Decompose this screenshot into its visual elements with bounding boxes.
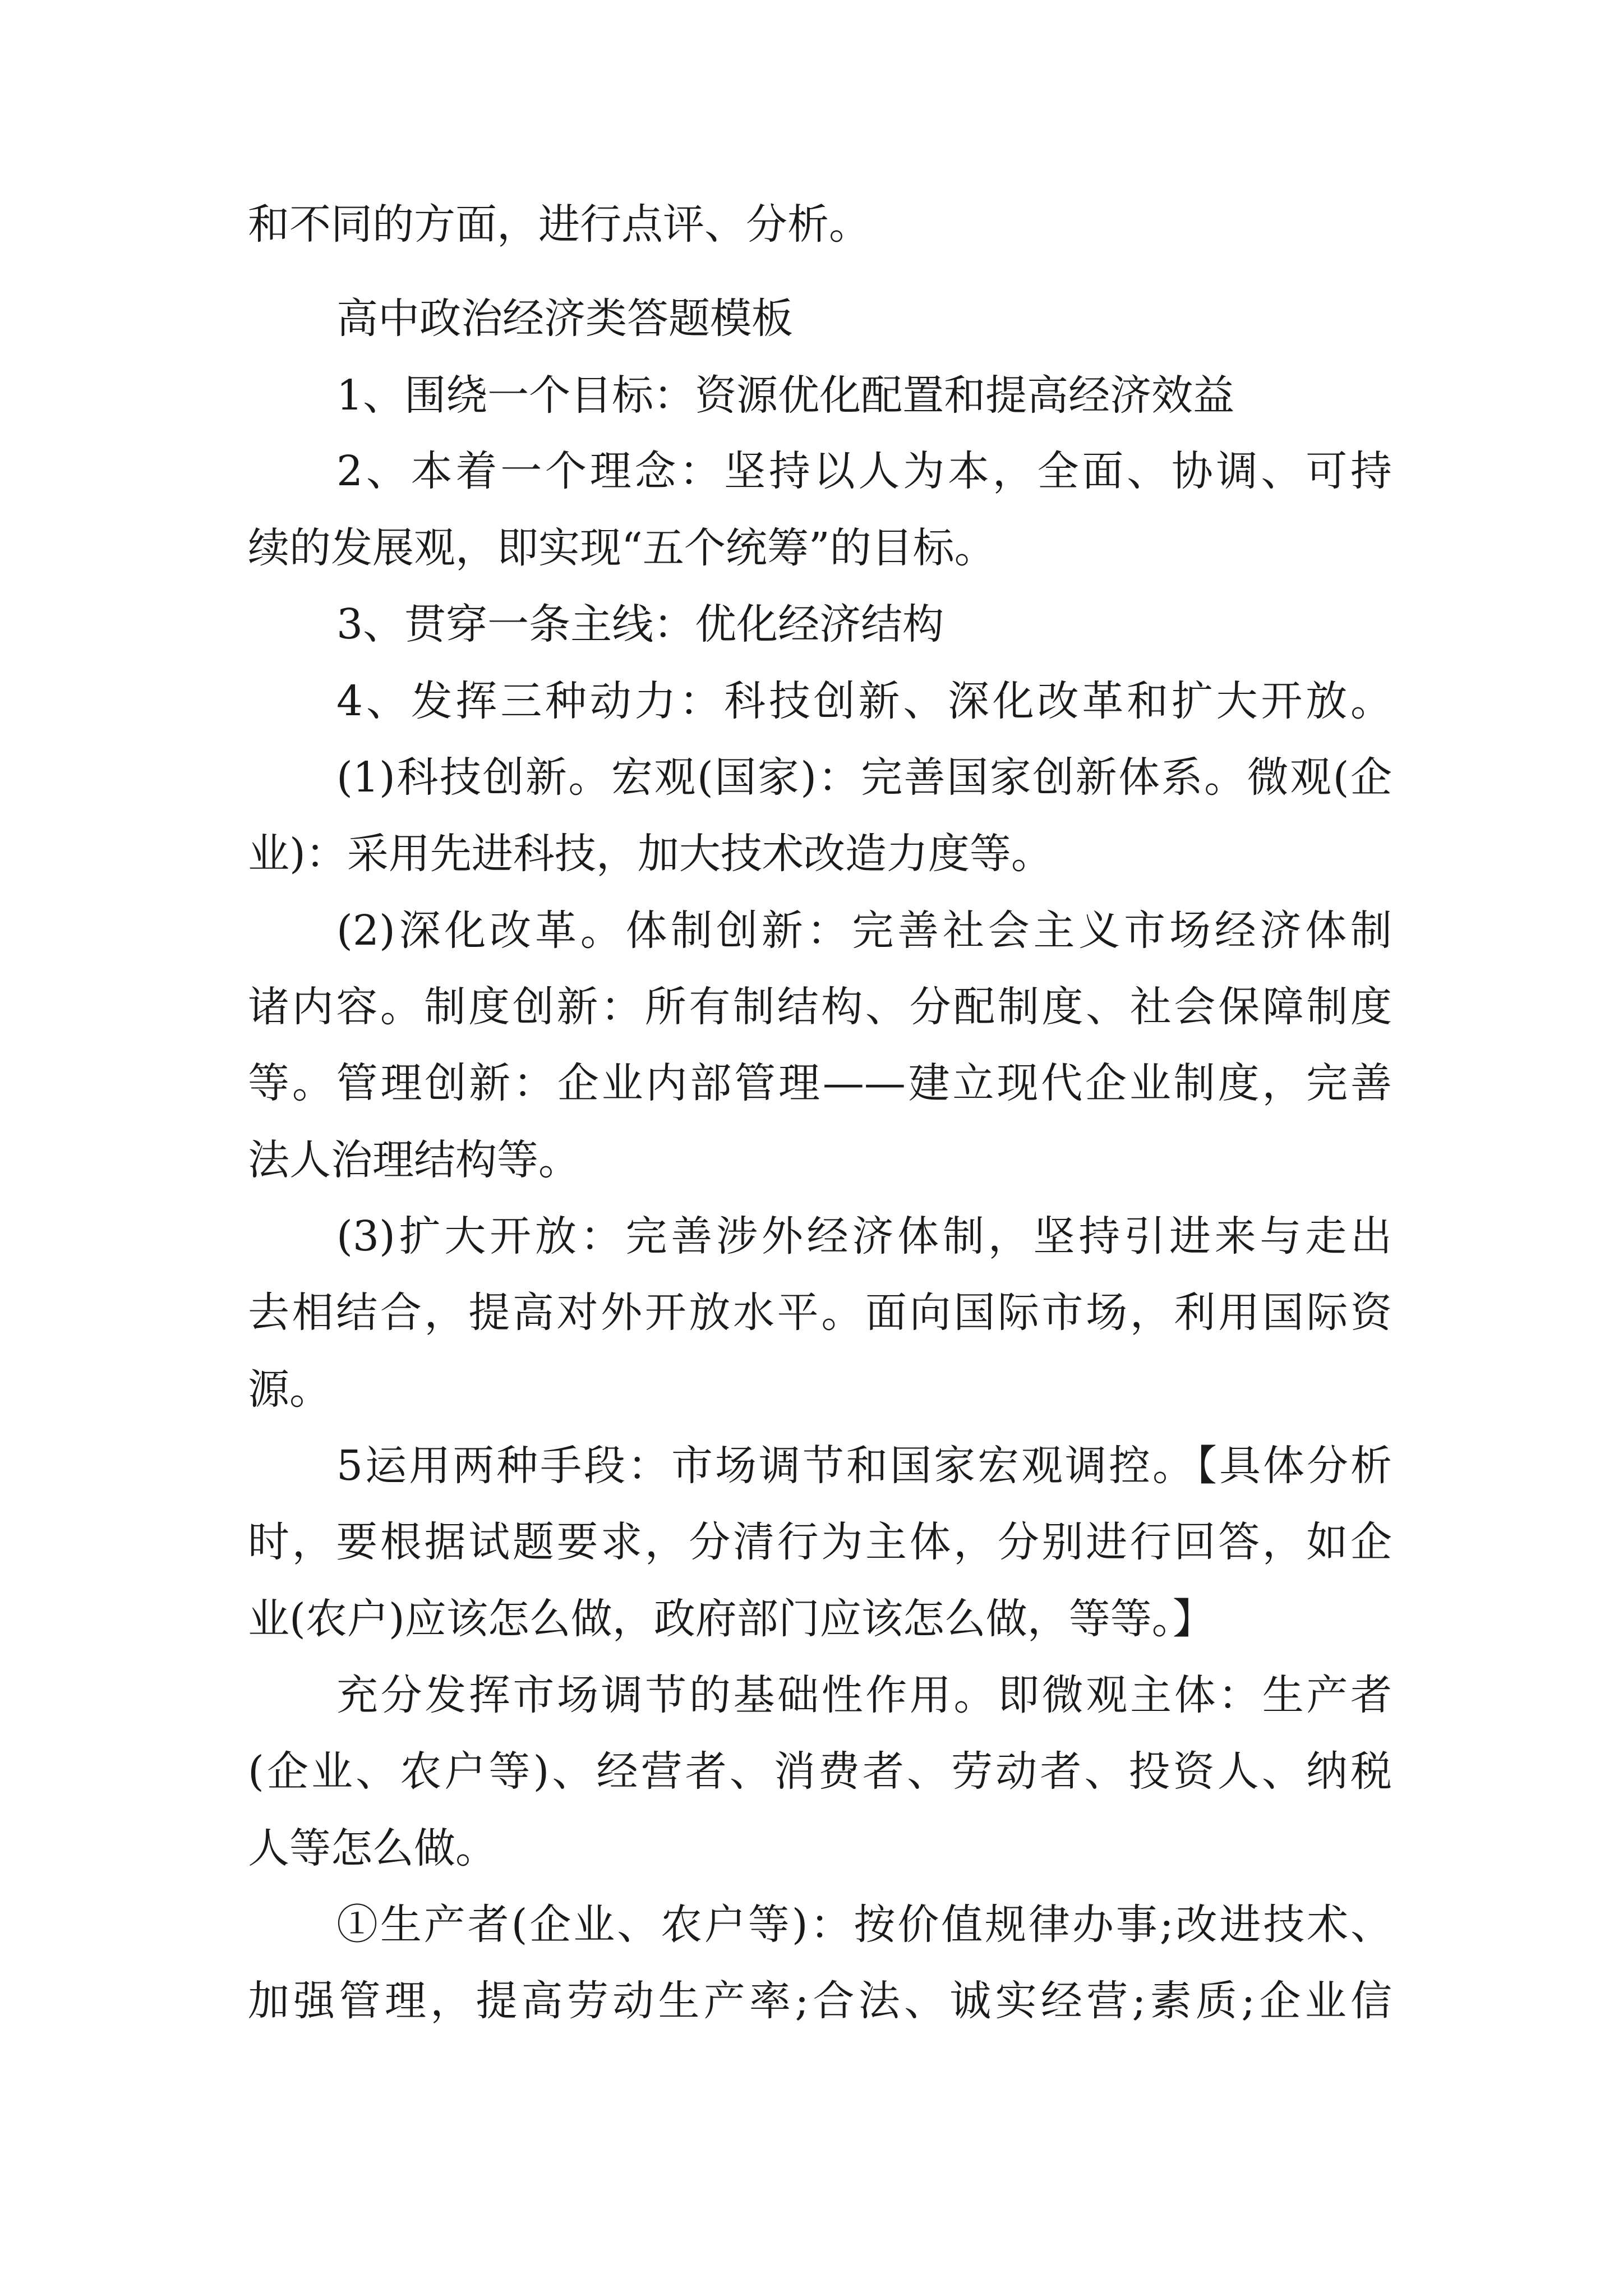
text-line-16: 源。	[248, 1365, 331, 1414]
text-line-13: 法人治理结构等。	[248, 1136, 580, 1184]
section-heading: 高中政治经济类答题模板	[336, 295, 793, 343]
text-line-12: 等。管理创新：企业内部管理——建立现代企业制度，完善	[248, 1059, 1392, 1107]
text-line-4: 2、本着一个理念：坚持以人为本，全面、协调、可持	[336, 447, 1392, 495]
text-line-9: 业)：采用先进科技，加大技术改造力度等。	[248, 830, 1053, 878]
text-line-23: ①生产者(企业、农户等)：按价值规律办事;改进技术、	[336, 1901, 1392, 1949]
text-line-17: 5运用两种手段：市场调节和国家宏观调控。【具体分析	[336, 1442, 1392, 1490]
text-line-19: 业(农户)应该怎么做，政府部门应该怎么做，等等。】	[248, 1595, 1214, 1643]
text-line-24: 加强管理，提高劳动生产率;合法、诚实经营;素质;企业信	[248, 1977, 1392, 2025]
text-line-14: (3)扩大开放：完善涉外经济体制，坚持引进来与走出	[336, 1212, 1392, 1260]
text-line-15: 去相结合，提高对外开放水平。面向国际市场，利用国际资	[248, 1289, 1392, 1337]
text-line-7: 4、发挥三种动力：科技创新、深化改革和扩大开放。	[336, 677, 1392, 725]
text-line-20: 充分发挥市场调节的基础性作用。即微观主体：生产者	[336, 1671, 1392, 1719]
text-line-6: 3、贯穿一条主线：优化经济结构	[336, 600, 944, 648]
text-line-1: 和不同的方面，进行点评、分析。	[248, 200, 870, 249]
text-line-18: 时，要根据试题要求，分清行为主体，分别进行回答，如企	[248, 1518, 1392, 1566]
text-line-21: (企业、农户等)、经营者、消费者、劳动者、投资人、纳税	[248, 1747, 1392, 1796]
text-line-5: 续的发展观，即实现“五个统筹”的目标。	[248, 524, 996, 572]
text-line-22: 人等怎么做。	[248, 1824, 497, 1872]
text-line-11: 诸内容。制度创新：所有制结构、分配制度、社会保障制度	[248, 983, 1392, 1031]
text-line-3: 1、围绕一个目标：资源优化配置和提高经济效益	[336, 371, 1235, 420]
text-line-8: (1)科技创新。宏观(国家)：完善国家创新体系。微观(企	[336, 753, 1392, 802]
text-line-10: (2)深化改革。体制创新：完善社会主义市场经济体制	[336, 907, 1392, 955]
